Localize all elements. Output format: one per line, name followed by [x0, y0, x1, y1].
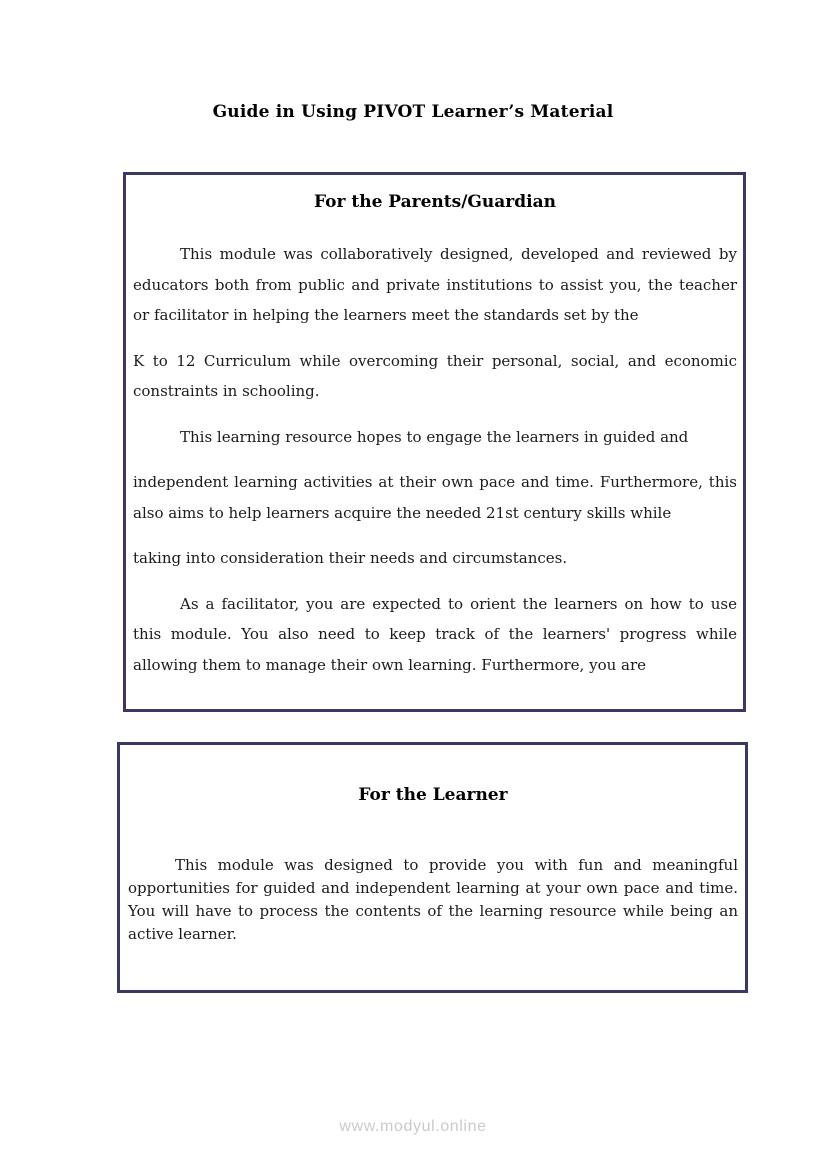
paragraph: This module was designed to provide you with fun and meaningful opportunities for guided and independent learning at your own pace and time. You will have to process the contents of the learning resource while being an active learner.	[128, 856, 738, 943]
learner-heading: For the Learner	[358, 785, 508, 805]
paragraph: taking into consideration their needs and circumstances.	[133, 549, 568, 567]
paragraph: K to 12 Curriculum while overcoming their personal, social, and economic constraints in schooling.	[133, 351, 737, 400]
paragraph: As a facilitator, you are expected to orient the learners on how to use this module. You also need to keep track of the learners' progress while allowing them to manage their own learning. Furthermore, you are	[133, 594, 737, 674]
parents-guardian-body	[133, 239, 737, 680]
paragraph: This learning resource hopes to engage the learners in guided and	[180, 427, 689, 446]
paragraph: This module was collaboratively designed, developed and reviewed by educators both from public and private institutions to assist you, the teacher or facilitator in helping the learners meet the standards set by the	[133, 245, 737, 324]
watermark: www.modyul.online	[339, 1118, 487, 1135]
paragraph: independent learning activities at their own pace and time. Furthermore, this also aims to help learners acquire the needed 21st century skills while	[133, 473, 737, 522]
learner-body	[128, 854, 738, 946]
parents-guardian-heading: For the Parents/Guardian	[314, 192, 556, 212]
parents-guardian-box	[123, 172, 746, 712]
page-title: Guide in Using PIVOT Learner’s Material	[212, 102, 614, 122]
learner-box	[117, 742, 748, 993]
